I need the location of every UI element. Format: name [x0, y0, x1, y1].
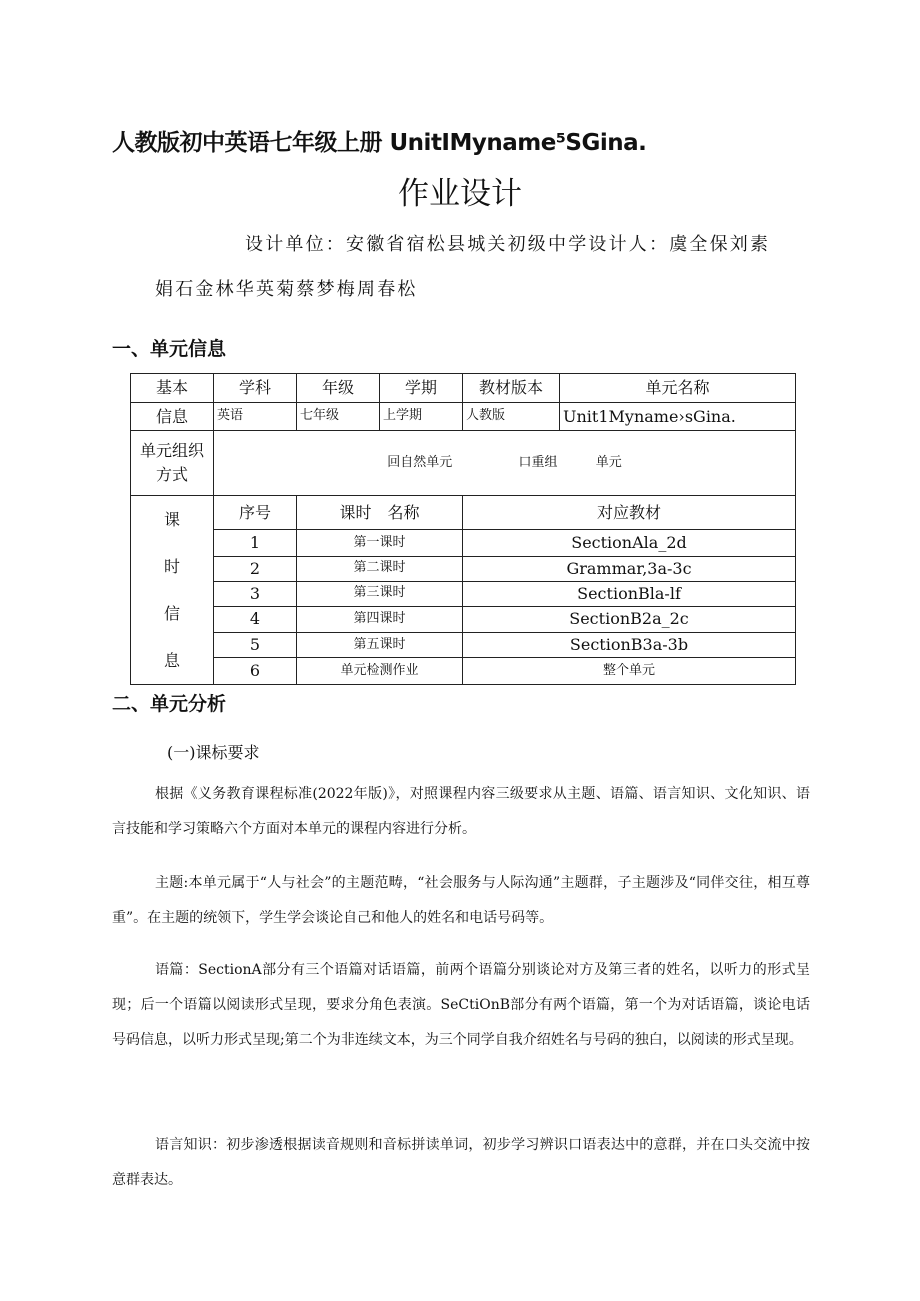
lesson-header-name: 课时 名称 — [297, 496, 463, 530]
header-unit-name: 单元名称 — [560, 374, 796, 403]
header-subject: 学科 — [214, 374, 297, 403]
section-heading-unit-analysis: 二、单元分析 — [112, 693, 227, 715]
designer-info-line-2: 娟石金林华英菊蔡梦梅周春松 — [155, 279, 418, 300]
table-row — [131, 657, 796, 684]
header-grade: 年级 — [297, 374, 380, 403]
value-grade: 七年级 — [297, 403, 380, 431]
option-regroup: 口重组 — [518, 454, 558, 470]
lesson-label-char: 时 — [163, 557, 180, 576]
lesson-no: 5 — [214, 632, 297, 657]
lesson-name: 第五课时 — [297, 632, 463, 657]
basic-info-label-2: 信息 — [131, 403, 214, 431]
header-edition: 教材版本 — [463, 374, 560, 403]
table-row — [131, 530, 796, 556]
lesson-name: 第一课时 — [297, 530, 463, 556]
table-row — [131, 606, 796, 632]
lesson-name: 第三课时 — [297, 581, 463, 606]
lesson-header-material: 对应教材 — [463, 496, 796, 530]
lesson-header-no: 序号 — [214, 496, 297, 530]
lesson-material: 整个单元 — [463, 657, 796, 684]
option-unit: 单元 — [595, 454, 622, 470]
lesson-no: 6 — [214, 657, 297, 684]
lesson-no: 4 — [214, 606, 297, 632]
org-method-options — [214, 431, 796, 496]
paragraph-discourse: 语篇：SectionA部分有三个语篇对话语篇，前两个语篇分别谈论对方及第三者的姓名，以听力的形式呈现；后一个语篇以阅读形式呈现，要求分角色表演。SeCtiOnB部分有两个语篇，第一个为对话语篇，谈论电话号码信息，以听力形式呈现;第二个为非连续文本，为三个同学自我介绍姓名与号码的独白，以阅读的形式呈现。 — [112, 962, 810, 1048]
lesson-material: Grammar,3a-3c — [463, 556, 796, 581]
table-row — [131, 632, 796, 657]
lesson-info-label — [131, 496, 214, 685]
subheading-curriculum-requirements: (一)课标要求 — [167, 743, 260, 762]
paragraph-theme: 主题:本单元属于“人与社会”的主题范畴，“社会服务与人际沟通”主题群，子主题涉及“同伴交往，相互尊重”。在主题的统领下，学生学会谈论自己和他人的姓名和电话号码等。 — [112, 875, 810, 926]
table-row — [131, 556, 796, 581]
designer-info-line-1: 设计单位：安徽省宿松县城关初级中学设计人：虞全保刘素 — [245, 234, 771, 255]
lesson-name: 单元检测作业 — [297, 657, 463, 684]
value-subject: 英语 — [214, 403, 297, 431]
paragraph-intro: 根据《义务教育课程标准(2022年版)》，对照课程内容三级要求从主题、语篇、语言知识、文化知识、语言技能和学习策略六个方面对本单元的课程内容进行分析。 — [112, 786, 810, 837]
lesson-material: SectionBla-lf — [463, 581, 796, 606]
lesson-name: 第四课时 — [297, 606, 463, 632]
lesson-label-char: 信 — [163, 604, 180, 623]
value-unit-name: Unit1Myname›sGina. — [560, 403, 796, 431]
org-method-label-line-1: 单元组织 — [139, 441, 204, 460]
lesson-no: 3 — [214, 581, 297, 606]
option-natural-unit: 回自然单元 — [387, 454, 453, 470]
basic-info-label: 基本 — [131, 374, 214, 403]
document-subtitle: 作业设计 — [398, 176, 522, 212]
table-row — [131, 581, 796, 606]
value-edition: 人教版 — [463, 403, 560, 431]
lesson-material: SectionB2a_2c — [463, 606, 796, 632]
lesson-no: 2 — [214, 556, 297, 581]
org-method-label-line-2: 方式 — [155, 465, 188, 484]
section-heading-unit-info: 一、单元信息 — [112, 338, 227, 360]
value-term: 上学期 — [380, 403, 463, 431]
document-title: 人教版初中英语七年级上册 UnitIMyname⁵SGina. — [112, 130, 647, 156]
org-method-label — [131, 431, 214, 496]
lesson-material: SectionAla_2d — [463, 530, 796, 556]
lesson-material: SectionB3a-3b — [463, 632, 796, 657]
lesson-label-char: 息 — [163, 651, 180, 670]
paragraph-language-knowledge: 语言知识：初步渗透根据读音规则和音标拼读单词，初步学习辨识口语表达中的意群，并在口头交流中按意群表达。 — [112, 1137, 810, 1188]
lesson-name: 第二课时 — [297, 556, 463, 581]
header-term: 学期 — [380, 374, 463, 403]
lesson-no: 1 — [214, 530, 297, 556]
unit-info-table — [130, 373, 796, 685]
lesson-label-char: 课 — [163, 510, 180, 529]
